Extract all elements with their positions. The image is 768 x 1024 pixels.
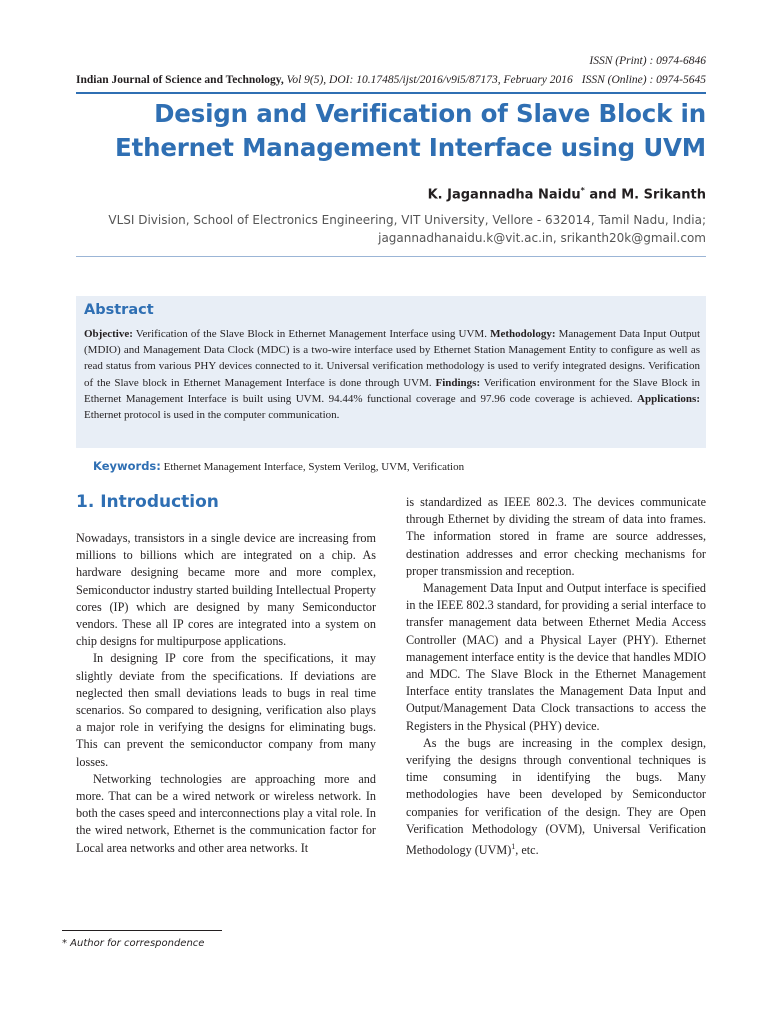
author-1: K. Jagannadha Naidu: [427, 187, 581, 203]
keywords: [93, 459, 464, 473]
section-heading-introduction: 1. Introduction: [76, 492, 219, 512]
paragraph: In designing IP core from the specifications, it may slightly deviate from the specifications. If deviations are neglected then small deviations leads to bugs in real time scenarios. So compared to designing, verification also plays a major role in verifying the designs for eliminating bugs. This can prevent the semiconductor company from many losses.: [76, 651, 376, 769]
findings-text: Verification environment for the Slave Block in Ethernet Management Interface is built using UVM. 94.44% functional coverage and 97.96 code coverage is achieved.: [84, 376, 701, 405]
paragraph: [406, 735, 706, 859]
paragraph-tail: , etc.: [515, 843, 539, 858]
header-rule: [76, 92, 706, 94]
findings-label: Findings:: [435, 376, 481, 389]
affiliation-rule: [76, 256, 706, 257]
methodology-text: Management Data Input Output (MDIO) and Management Data Clock (MDC) is a two-wire interface used by Ethernet Station Management Entity to configure as well as read status from various PHY devices connected to it. Universal verification methodology is used to verify integrated designs. Verification of the Slave block in Ethernet Management Interface is done through UVM.: [84, 328, 701, 389]
applications-text: Ethernet protocol is used in the computer communication.: [84, 409, 340, 422]
journal-citation-line: [76, 74, 706, 86]
paper-title: Design and Verification of Slave Block in Ethernet Management Interface using UVM: [115, 99, 706, 162]
footnote-rule: [62, 930, 222, 931]
paragraph: is standardized as IEEE 802.3. The devices communicate through Ethernet by dividing the stream of data into frames. The information stored in frame are source addresses, destination addresses and error checking mechanisms for proper transmission and reception.: [406, 495, 706, 578]
paragraph: Nowadays, transistors in a single device are increasing from millions to billions which are integrated on a chip. As hardware designing became more and more complex, Semiconductor industry started building Intellectual Property cores (IP) which are designed by many Semiconductor vendors. These all IP cores are integrated into a system on chip designs for multipurpose applications.: [76, 531, 376, 649]
affiliation: VLSI Division, School of Electronics Engineering, VIT University, Vellore - 632014, Tamil Nadu, India;: [108, 213, 706, 227]
abstract-heading: Abstract: [84, 302, 154, 318]
author-emails: jagannadhanaidu.k@vit.ac.in, srikanth20k@gmail.com: [378, 231, 706, 245]
footnote: * Author for correspondence: [62, 938, 205, 949]
objective-label: Objective:: [84, 328, 133, 340]
applications-label: Applications:: [637, 392, 700, 405]
journal-meta: Vol 9(5), DOI: 10.17485/ijst/2016/v9i5/87173, February 2016: [286, 74, 573, 86]
paragraph: Networking technologies are approaching more and more. That can be a wired network or wireless network. In both the cases speed and interconnections play a vital role. In the wired network, Ethernet is the communication factor for Local area networks and other area networks. It: [76, 771, 376, 855]
objective-text: Verification of the Slave Block in Ethernet Management Interface using UVM.: [132, 328, 491, 340]
keywords-text: Ethernet Management Interface, System Verilog, UVM, Verification: [160, 461, 465, 473]
issn-print: ISSN (Print) : 0974-6846: [589, 55, 706, 67]
abstract-body: [84, 326, 700, 423]
correspondence-mark: *: [580, 186, 585, 195]
paragraph: Management Data Input and Output interface is specified in the IEEE 802.3 standard, for providing a serial interface to transfer management data between Ethernet Media Access Controller (MAC) and a Physical Layer (PHY). Ethernet management interface entity is the device that handles MDIO and MDC. The Slave Block in the Ethernet Management Interface entity translates the Management Data Input and Output/Management Data Clock transactions to access the Registers in the Physical (PHY) device.: [406, 581, 706, 733]
right-column: [406, 494, 706, 859]
journal-name: Indian Journal of Science and Technology,: [76, 74, 284, 86]
author-line: [428, 186, 706, 202]
methodology-label: Methodology:: [490, 328, 556, 340]
paragraph-text: As the bugs are increasing in the complex design, verifying the designs through conventional techniques is time consuming in identifying the bugs. Many methodologies have been developed by Semiconductor companies for verification of the design. They are Open Verification Methodology (OVM), Universal Verification Methodology (UVM): [406, 735, 706, 858]
left-column: [76, 530, 376, 857]
citation-mark: 1: [511, 842, 516, 852]
author-2: and M. Srikanth: [584, 187, 706, 203]
issn-online: ISSN (Online) : 0974-5645: [581, 74, 706, 86]
keywords-label: Keywords:: [93, 459, 161, 473]
